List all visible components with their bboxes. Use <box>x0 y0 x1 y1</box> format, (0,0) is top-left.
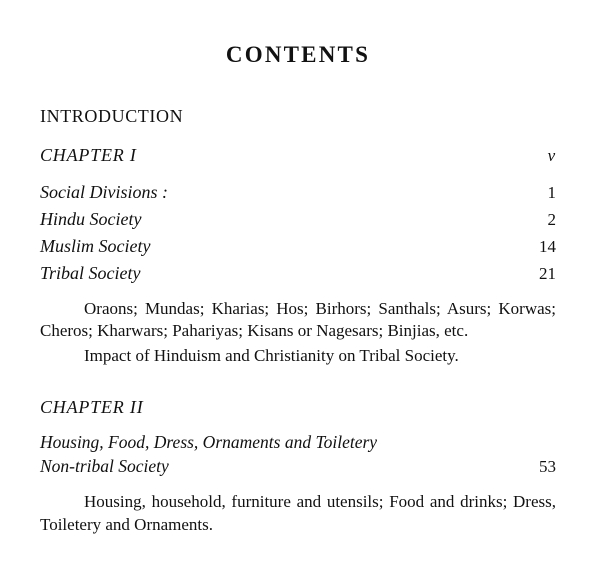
toc-page-tribal-society: 21 <box>539 264 556 283</box>
chapter-one-paragraph-2: Impact of Hinduism and Christianity on Tribal Society. <box>84 345 459 365</box>
chapter-two-paragraph-1: Housing, household, furniture and utensils; Food and drinks; Dress, Toiletery and Ornaments. <box>40 492 556 534</box>
toc-entry-chapter-two: CHAPTER II <box>40 397 144 418</box>
toc-entry-social-divisions <box>40 182 556 203</box>
toc-page-hindu-society: 2 <box>547 210 556 229</box>
toc-entry-muslim-society <box>40 236 556 257</box>
chapter-one-paragraph-1: Oraons; Mundas; Kharias; Hos; Birhors; Santhals; Asurs; Korwas; Cheros; Kharwars; Pahariyas; Kisans or Nagesars; Binjias, etc. <box>40 299 556 341</box>
toc-page-chapter-one: v <box>547 146 556 165</box>
toc-label-hindu-society: Hindu Society <box>40 209 142 229</box>
toc-entry-tribal-society <box>40 263 556 284</box>
page-title: CONTENTS <box>225 42 371 67</box>
toc-entry-chapter-one <box>40 145 556 166</box>
toc-entry-hindu-society <box>40 209 556 230</box>
toc-label-tribal-society: Tribal Society <box>40 263 141 283</box>
toc-label-chapter-one: CHAPTER I <box>40 145 137 165</box>
toc-label-social-divisions: Social Divisions : <box>40 182 168 202</box>
toc-label-introduction: INTRODUCTION <box>40 106 184 126</box>
toc-page-social-divisions: 1 <box>547 183 556 202</box>
chapter-two-subtitle: Housing, Food, Dress, Ornaments and Toiletery <box>40 432 378 453</box>
toc-page-muslim-society: 14 <box>539 237 556 256</box>
toc-label-muslim-society: Muslim Society <box>40 236 151 256</box>
toc-entry-introduction <box>40 106 556 127</box>
toc-entry-non-tribal-society <box>40 456 556 477</box>
toc-page-non-tribal-society: 53 <box>539 457 556 477</box>
toc-label-non-tribal-society: Non-tribal Society <box>40 456 169 477</box>
